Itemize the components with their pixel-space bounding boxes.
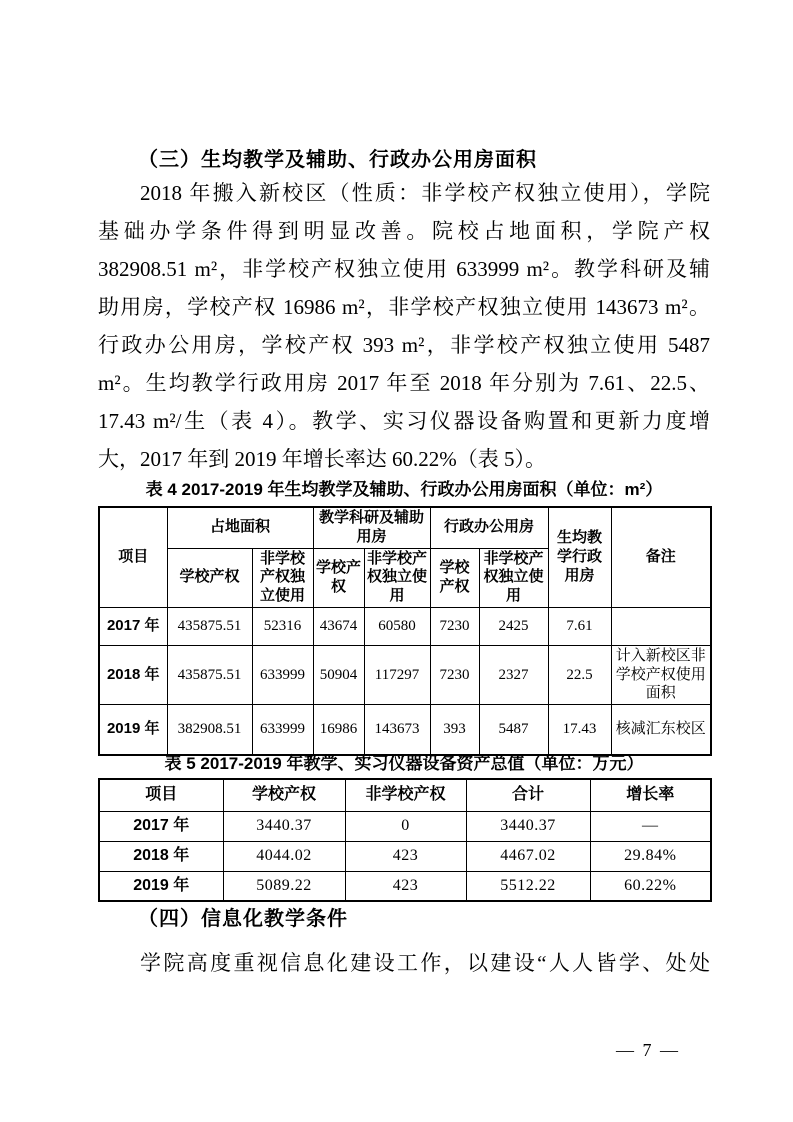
- cell-value: 0: [345, 811, 466, 841]
- table-row-2017: [99, 811, 711, 841]
- sub-header-non-school: 非学校产权独立使用: [479, 548, 548, 607]
- page-number: — 7 —: [616, 1040, 680, 1060]
- cell-remark: [611, 607, 711, 645]
- col-header-total: 合计: [466, 779, 590, 811]
- table-5-title: 表 5 2017-2019 年教学、实习仪器设备资产总值（单位：万元）: [164, 754, 644, 773]
- paragraph-line: 2018 年搬入新校区（性质：非学校产权独立使用），学院: [140, 181, 710, 205]
- cell-value: 2425: [479, 607, 548, 645]
- cell-value: 17.43: [548, 705, 611, 755]
- col-header-per-student: 生均教学行政用房: [548, 507, 611, 607]
- paragraph-line: 17.43 m²/生（表 4）。教学、实习仪器设备购置和更新力度增: [98, 409, 710, 433]
- paragraph-line: 382908.51 m²，非学校产权独立使用 633999 m²。教学科研及辅: [98, 257, 710, 281]
- cell-value: 52316: [252, 607, 313, 645]
- sub-header-non-school: 非学校产权独立使用: [364, 548, 430, 607]
- cell-value: 4044.02: [223, 841, 345, 871]
- row-label: 2018 年: [99, 841, 223, 871]
- cell-value: 22.5: [548, 645, 611, 704]
- sub-header-non-school: 非学校产权独立使用: [252, 548, 313, 607]
- cell-value: 633999: [252, 645, 313, 704]
- cell-value: 4467.02: [466, 841, 590, 871]
- section-4-paragraph: [98, 944, 710, 982]
- cell-remark: 核减汇东校区: [611, 705, 711, 755]
- paragraph-line: 学院高度重视信息化建设工作，以建设“人人皆学、处处: [140, 951, 710, 975]
- sub-header-school-owned: 学校产权: [167, 548, 252, 607]
- table-5: [98, 778, 712, 902]
- section-4-heading: （四）信息化教学条件: [138, 908, 348, 930]
- col-header-remark: 备注: [611, 507, 711, 607]
- cell-value: 3440.37: [223, 811, 345, 841]
- cell-value: 3440.37: [466, 811, 590, 841]
- cell-value: 60580: [364, 607, 430, 645]
- table-5-header-row: [99, 779, 711, 811]
- table-4-title: 表 4 2017-2019 年生均教学及辅助、行政办公用房面积（单位：m²）: [145, 480, 663, 499]
- cell-value: 435875.51: [167, 645, 252, 704]
- cell-value: 633999: [252, 705, 313, 755]
- row-label: 2017 年: [99, 811, 223, 841]
- cell-value: 393: [430, 705, 479, 755]
- section-3-paragraph: [98, 174, 710, 478]
- cell-remark: 计入新校区非学校产权使用面积: [611, 645, 711, 704]
- col-header-school-owned: 学校产权: [223, 779, 345, 811]
- cell-value: 16986: [313, 705, 364, 755]
- row-label: 2018 年: [99, 645, 167, 704]
- cell-value: 2327: [479, 645, 548, 704]
- cell-value: 7.61: [548, 607, 611, 645]
- cell-value: 382908.51: [167, 705, 252, 755]
- cell-value: 29.84%: [590, 841, 711, 871]
- table-row-2019: [99, 705, 711, 755]
- cell-value: 7230: [430, 607, 479, 645]
- cell-value: 423: [345, 841, 466, 871]
- cell-value: 5487: [479, 705, 548, 755]
- cell-value: 5089.22: [223, 871, 345, 901]
- table-row-2019: [99, 871, 711, 901]
- sub-header-school-owned: 学校产权: [313, 548, 364, 607]
- col-group-teaching-research: 教学科研及辅助用房: [313, 507, 430, 548]
- col-header-item: 项目: [99, 779, 223, 811]
- table-row-2018: [99, 841, 711, 871]
- row-label: 2019 年: [99, 705, 167, 755]
- col-header-non-school: 非学校产权: [345, 779, 466, 811]
- sub-header-school-owned: 学校产权: [430, 548, 479, 607]
- cell-value: 143673: [364, 705, 430, 755]
- paragraph-line: m²。生均教学行政用房 2017 年至 2018 年分别为 7.61、22.5、: [98, 371, 710, 395]
- table-4-group-header-row: [99, 507, 711, 548]
- paragraph-line: 助用房，学校产权 16986 m²，非学校产权独立使用 143673 m²。: [98, 295, 710, 319]
- col-header-growth-rate: 增长率: [590, 779, 711, 811]
- cell-value: 117297: [364, 645, 430, 704]
- cell-value: 7230: [430, 645, 479, 704]
- paragraph-line: 基础办学条件得到明显改善。院校占地面积，学院产权: [98, 219, 710, 243]
- cell-value: —: [590, 811, 711, 841]
- table-row-2017: [99, 607, 711, 645]
- row-label: 2019 年: [99, 871, 223, 901]
- cell-value: 423: [345, 871, 466, 901]
- cell-value: 50904: [313, 645, 364, 704]
- paragraph-line: 行政办公用房，学校产权 393 m²，非学校产权独立使用 5487: [98, 333, 710, 357]
- table-4: [98, 506, 712, 756]
- cell-value: 60.22%: [590, 871, 711, 901]
- section-3-heading: （三）生均教学及辅助、行政办公用房面积: [138, 149, 537, 171]
- cell-value: 5512.22: [466, 871, 590, 901]
- cell-value: 435875.51: [167, 607, 252, 645]
- table-5-wrapper: [98, 778, 710, 902]
- cell-value: 43674: [313, 607, 364, 645]
- row-label: 2017 年: [99, 607, 167, 645]
- table-4-wrapper: [98, 506, 710, 756]
- col-header-item: 项目: [99, 507, 167, 607]
- col-group-land-area: 占地面积: [167, 507, 313, 548]
- col-group-admin-office: 行政办公用房: [430, 507, 548, 548]
- paragraph-line: 大，2017 年到 2019 年增长率达 60.22%（表 5）。: [98, 447, 546, 471]
- table-row-2018: [99, 645, 711, 704]
